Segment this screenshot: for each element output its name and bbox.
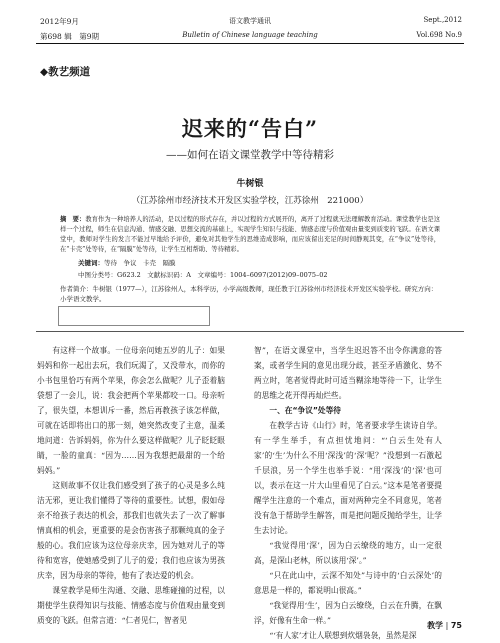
body-paragraph: 这则故事不仅让我们感受到了孩子的心灵是多么纯洁无邪，更让我们懂得了等待的重要性。试想，假如母亲不给孩子表达的机会，那我们也就失去了一次了解事情真相的机会，更重要的是会伤害孩子那颗纯真的金子般的心。我们应该为这位母亲庆幸，因为她对儿子的等待和宽容，使她感受到了儿子的爱；我们也应该为男孩庆幸，因为母亲的等待，他有了表达爱的机会。: [37, 481, 225, 580]
body-right-column: [254, 343, 442, 643]
body-paragraph: “我觉得用‘生’，因为白云缭绕，白云在升腾，在飘浮，好像有生命一样。”: [254, 601, 442, 625]
abstract-text: 教育作为一种培养人的活动，是以过程的形式存在，并以过程的方式展开的，离开了过程就无法理解教育活动。课堂教学也是这样一个过程，师生在信息沟通、情感交融、思想交流的基础上，实现学生知识与技能、情感态度与价值观由量变到质变的飞跃。在语文课堂中，教师对学生的发言不能过早地给予评价，避免对其他学生的思维造成影响，而应该留出充足的时间静观其变，在“争议”处等待，在“卡壳”处等待，在“隔膜”处等待，让学生互相帮助、等待精彩。: [60, 216, 441, 253]
header-journal-cn: 语文教学通讯: [229, 17, 271, 25]
body-rule: [36, 331, 464, 332]
column-tag: ◆教艺频道: [40, 66, 91, 78]
header-issue-cn: 第698 辑 第9期: [40, 32, 99, 41]
body-paragraph: “只在此山中，云深不知处”与诗中的‘白云深处’的意思是一样的，都说明山很高。”: [254, 571, 442, 595]
header-journal-en: Bulletin of Chinese language teaching: [182, 31, 318, 39]
abstract-label: 摘 要：: [60, 216, 86, 223]
body-paragraph: 智”，在语文课堂中，当学生迟迟答不出令你满意的答案，或者学生间的意见出现分歧，甚至矛盾激化、势不两立时，笔者觉得此时可适当糊涂地等待一下，让学生的思维之花开得再灿烂些。: [254, 346, 442, 400]
body-paragraph: 在教学古诗《山行》时，笔者要求学生读诗自学。有一学生举手，有点担忧地问：“‘白云生处有人家’的‘生’为什么不用‘深浅’的‘深’呢？”没想到一石激起千层浪，另一个学生也举手说：“用‘深浅’的‘深’也可以，表示在这一片大山里看见了白云。”这本是笔者要提醒学生注意的一个难点，面对两种完全不同意见，笔者没有急于帮助学生解答，而是把问题反抛给学生，让学生去讨论。: [254, 421, 442, 535]
header-rule: [36, 43, 464, 44]
body-paragraph: “‘有人家’才让人联想到炊烟袅袅，虽然是深: [269, 631, 417, 640]
footer-divider: |: [445, 621, 449, 630]
body-left-column: [37, 343, 225, 628]
author-bio-box: [58, 306, 210, 326]
header-issue-en: Vol.698 No.9: [416, 31, 462, 39]
header-date-en: Sept.,2012: [423, 16, 462, 24]
article-author: 牛树银: [236, 179, 264, 189]
keywords-label: 关键词：: [78, 259, 104, 267]
running-header: [0, 0, 500, 60]
body-paragraph: “我觉得用‘深’，因为白云缭绕的地方，山一定很高，是深山老林，所以该用‘深’。”: [254, 541, 442, 565]
classification-line: 中图分类号：G623.2 文献标识码：A 文章编号：1004–6097(2012)09–0075–02: [78, 271, 328, 279]
page-number: 75: [450, 621, 462, 630]
keywords-text: 等待 争议 卡壳 隔膜: [104, 259, 176, 267]
footer-section: 教学: [427, 621, 444, 630]
body-paragraph: 课堂教学是师生沟通、交融、思维碰撞的过程，以期使学生获得知识与技能、情感态度与价值观由量变到质变的飞跃。但常言道：“仁者见仁，智者见: [37, 586, 225, 625]
author-bio: 作者简介：牛树银（1977—），江苏徐州人，本科学历，小学高级教师，现任教于江苏徐州市经济技术开发区实验学校。研究方向：小学语文教学。: [60, 285, 438, 303]
article-subtitle: ——如何在语文课堂教学中等待精彩: [166, 149, 334, 161]
keywords: [78, 258, 176, 267]
article-title: 迟来的“告白”: [181, 116, 319, 141]
article-affiliation: （江苏徐州市经济技术开发区实验学校，江苏徐州 221000）: [131, 196, 369, 206]
abstract: [60, 215, 440, 255]
section-heading: 一、在“争议”处等待: [269, 406, 341, 415]
body-paragraph: 有这样一个故事。一位母亲问她五岁的儿子：如果妈妈和你一起出去玩，我们玩渴了，又没带水，而你的小书包里恰巧有两个苹果，你会怎么做呢？儿子歪着脑袋想了一会儿，说：我会把两个苹果都咬一口。母亲听了，很失望，本想训斥一番，然后再教孩子该怎样做，可就在话即将出口的那一刻，她突然改变了主意，温柔地问道：告诉妈妈，你为什么要这样做呢？儿子眨眨眼睛，一脸的童真：“因为……因为我想把最甜的一个给妈妈。”: [37, 346, 225, 475]
header-date-cn: 2012年9月: [40, 17, 79, 26]
page-footer: [427, 620, 462, 631]
